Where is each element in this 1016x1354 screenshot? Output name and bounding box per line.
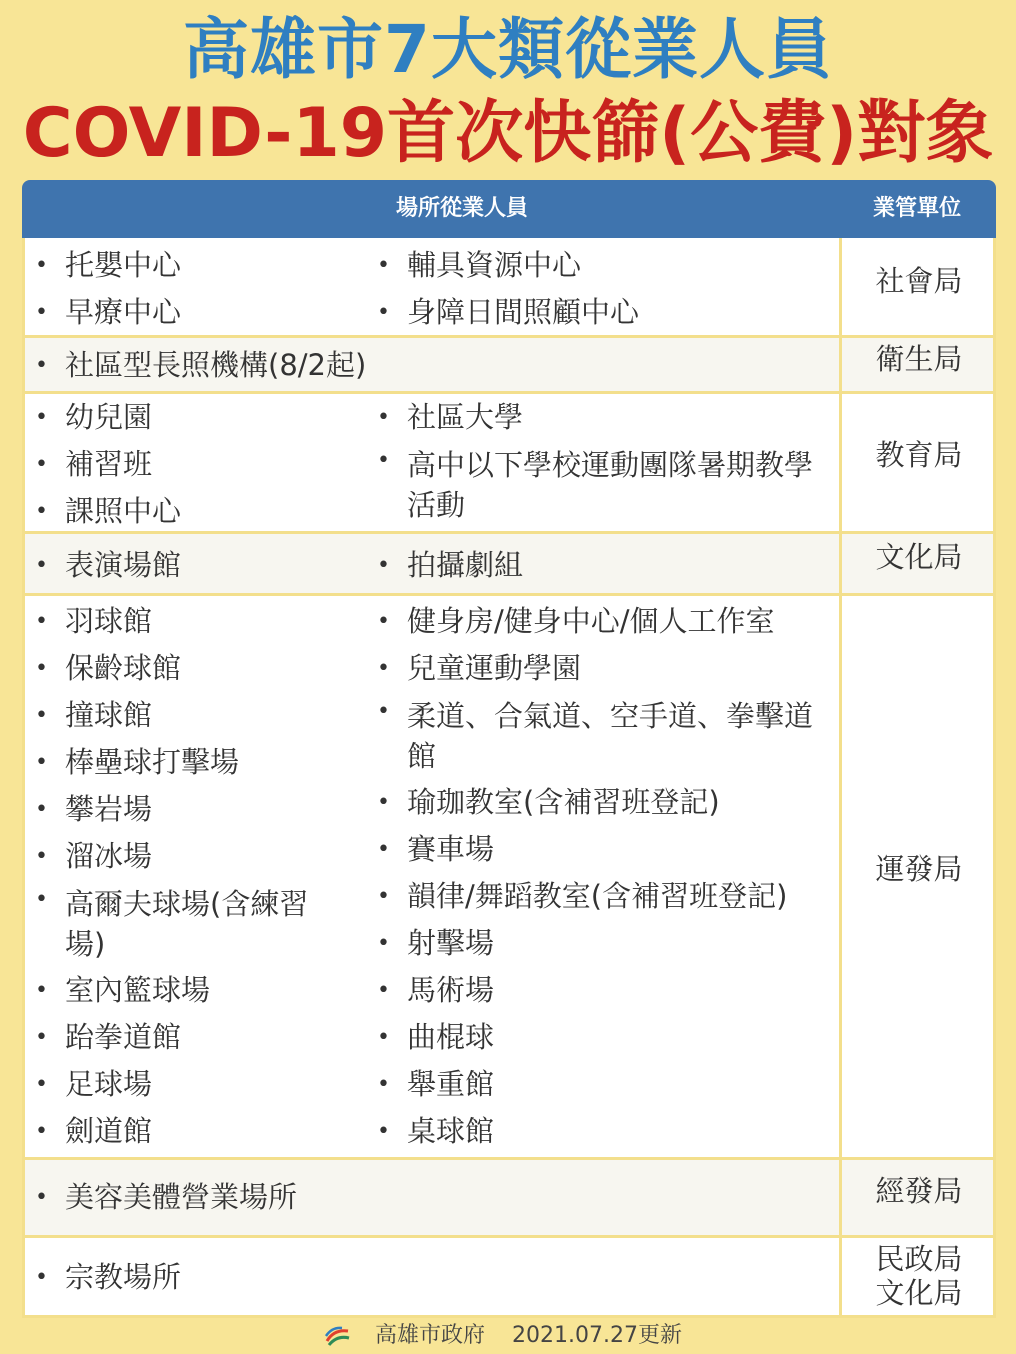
department-label: 衛生局: [875, 342, 963, 376]
table-row-sports: [22, 596, 996, 1160]
list-item: • 補習班: [35, 441, 375, 488]
list-item: • 賽車場: [377, 826, 839, 873]
table-row-economic: [22, 1160, 996, 1238]
list-item: • 柔道、合氣道、空手道、拳擊道館: [377, 692, 837, 779]
list-item: • 舉重館: [377, 1061, 839, 1108]
footer-org: 高雄市政府: [375, 1323, 486, 1348]
list-item: • 劍道館: [35, 1108, 375, 1155]
header-venue-staff: 場所從業人員: [395, 196, 528, 221]
department-cell: [839, 338, 996, 391]
table-row-health: [22, 338, 996, 394]
kaohsiung-city-logo-icon: [324, 1325, 352, 1347]
department-label: 社會局: [875, 264, 963, 298]
department-cell: [839, 534, 996, 593]
list-item: • 課照中心: [35, 488, 375, 535]
workers-table: [22, 180, 996, 1320]
list-item: • 美容美體營業場所: [35, 1174, 795, 1221]
footer: [0, 1320, 1016, 1352]
department-cell: [839, 394, 996, 531]
list-item: • 高中以下學校運動團隊暑期教學活動: [377, 441, 837, 528]
list-item: • 宗教場所: [35, 1254, 795, 1301]
list-item: • 跆拳道館: [35, 1014, 375, 1061]
department-cell: [839, 238, 996, 335]
list-item: • 早療中心: [35, 289, 375, 336]
list-item: • 攀岩場: [35, 786, 375, 833]
list-item: • 射擊場: [377, 920, 839, 967]
table-row-culture: [22, 534, 996, 596]
table-header: [22, 180, 996, 238]
list-item: • 曲棍球: [377, 1014, 839, 1061]
list-item: • 瑜珈教室(含補習班登記): [377, 779, 839, 826]
table-row-civil: [22, 1238, 996, 1318]
department-label-culture: 文化局: [875, 1276, 963, 1310]
department-cell: [839, 1238, 996, 1315]
list-item: • 高爾夫球場(含練習場): [35, 880, 345, 967]
department-label: 文化局: [875, 540, 963, 574]
list-item: • 身障日間照顧中心: [377, 289, 839, 336]
list-item: • 溜冰場: [35, 833, 375, 880]
list-item: • 保齡球館: [35, 645, 375, 692]
department-cell: [839, 1160, 996, 1235]
department-cell: [839, 596, 996, 1157]
list-item: • 撞球館: [35, 692, 375, 739]
table-row-education: [22, 394, 996, 534]
department-label-civil: 民政局: [875, 1242, 963, 1276]
list-item: • 幼兒園: [35, 394, 375, 441]
list-item: • 拍攝劇組: [377, 542, 839, 589]
list-item: • 健身房/健身中心/個人工作室: [377, 598, 839, 645]
title-line-2: COVID-19首次快篩(公費)對象: [22, 94, 994, 173]
title-line-1: 高雄市7大類從業人員: [183, 11, 833, 88]
list-item: • 托嬰中心: [35, 242, 375, 289]
department-label: 經發局: [875, 1174, 963, 1208]
footer-updated: 2021.07.27更新: [512, 1323, 682, 1348]
list-item: • 棒壘球打擊場: [35, 739, 375, 786]
list-item: • 兒童運動學園: [377, 645, 839, 692]
list-item: • 室內籃球場: [35, 967, 375, 1014]
list-item: • 輔具資源中心: [377, 242, 839, 289]
list-item: • 羽球館: [35, 598, 375, 645]
list-item: • 馬術場: [377, 967, 839, 1014]
list-item: • 社區大學: [377, 394, 839, 441]
list-item: • 表演場館: [35, 542, 375, 589]
list-item: • 足球場: [35, 1061, 375, 1108]
list-item: • 韻律/舞蹈教室(含補習班登記): [377, 873, 839, 920]
department-label: 運發局: [875, 852, 963, 886]
list-item: • 桌球館: [377, 1108, 839, 1155]
header-department: 業管單位: [872, 196, 961, 221]
department-label: 教育局: [875, 438, 963, 472]
table-row-social: [22, 238, 996, 338]
list-item: • 社區型長照機構(8/2起): [35, 342, 795, 389]
